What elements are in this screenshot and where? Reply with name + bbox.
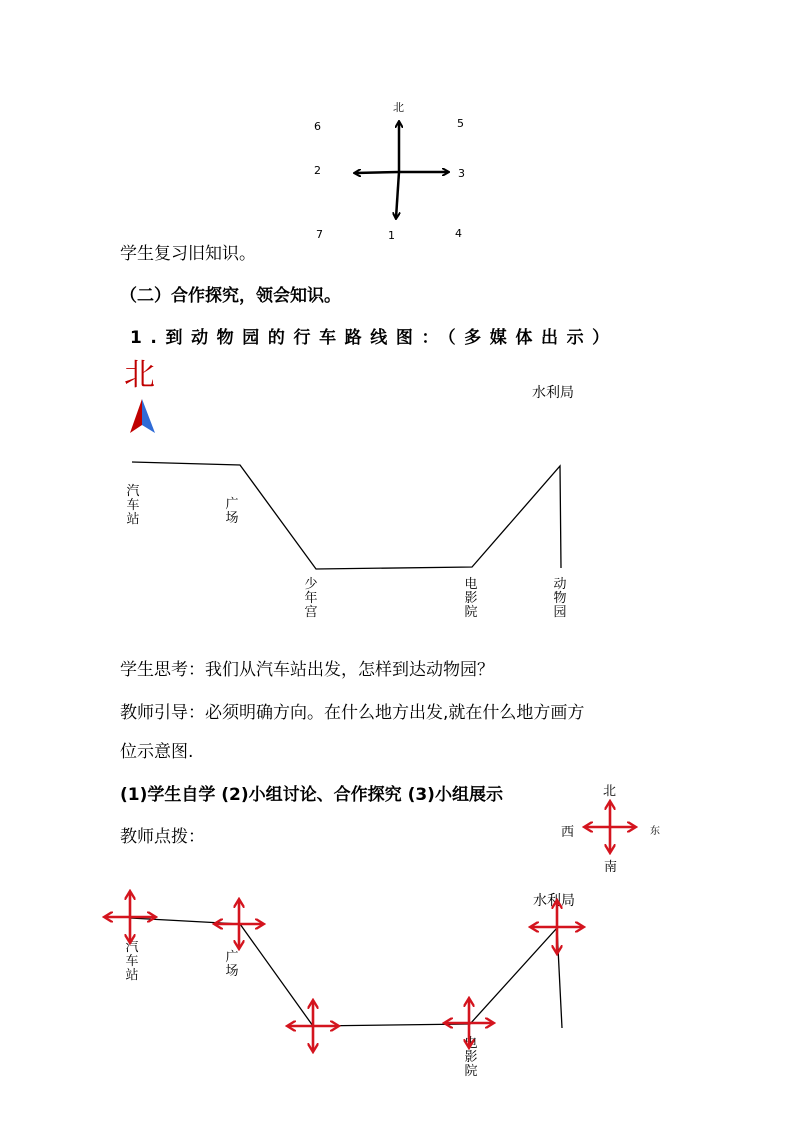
teacher-guide-line2: 位示意图. bbox=[120, 742, 194, 762]
section-heading: （二）合作探究，领会知识。 bbox=[120, 286, 341, 306]
compass-number-3: 3 bbox=[458, 167, 465, 180]
place-zoo: 动 物 园 bbox=[553, 577, 567, 620]
direction-cross-water-bureau-icon bbox=[531, 901, 583, 953]
place-bus-station: 汽 车 站 bbox=[126, 484, 140, 527]
place2-bus-station: 汽 车 站 bbox=[125, 940, 139, 983]
place2-cinema: 电 影 院 bbox=[464, 1036, 478, 1079]
compass-number-7: 7 bbox=[316, 228, 323, 241]
compass-north-label: 北 bbox=[393, 101, 404, 114]
compass-number-4: 4 bbox=[455, 227, 462, 240]
review-text: 学生复习旧知识。 bbox=[120, 244, 256, 264]
place2-water-bureau: 水利局 bbox=[533, 893, 575, 909]
student-think-text: 学生思考：我们从汽车站出发，怎样到达动物园？ bbox=[120, 660, 494, 680]
place2-square: 广 场 bbox=[225, 950, 239, 979]
place-water-bureau: 水利局 bbox=[532, 385, 574, 401]
compass-number-6: 6 bbox=[314, 120, 321, 133]
compass-cross-icon bbox=[585, 802, 635, 852]
place-cinema: 电 影 院 bbox=[464, 577, 478, 620]
direction-cross-bus-station-icon bbox=[105, 892, 155, 942]
map-title: 1.到动物园的行车路线图：（多媒体出示） bbox=[130, 328, 618, 348]
place-square: 广 场 bbox=[225, 497, 239, 526]
teacher-guide-line1: 教师引导：必须明确方向。在什么地方出发,就在什么地方画方 bbox=[120, 703, 585, 723]
steps-text: (1)学生自学 (2)小组讨论、合作探究 (3)小组展示 bbox=[120, 785, 503, 805]
compass-number-5: 5 bbox=[457, 117, 464, 130]
compass-number-2: 2 bbox=[314, 164, 321, 177]
compass-south: 南 bbox=[604, 860, 618, 875]
map-north-label: 北 bbox=[124, 357, 155, 393]
teacher-pointer-text: 教师点拨： bbox=[120, 827, 205, 847]
direction-cross-square-icon bbox=[215, 900, 263, 948]
direction-cross-youth-palace-icon bbox=[288, 1001, 338, 1051]
compass-number-1: 1 bbox=[388, 229, 395, 242]
compass-east: 东 bbox=[650, 826, 660, 837]
compass-west: 西 bbox=[561, 825, 575, 840]
place-youth-palace: 少 年 宫 bbox=[304, 577, 318, 620]
compass-north: 北 bbox=[603, 784, 617, 799]
